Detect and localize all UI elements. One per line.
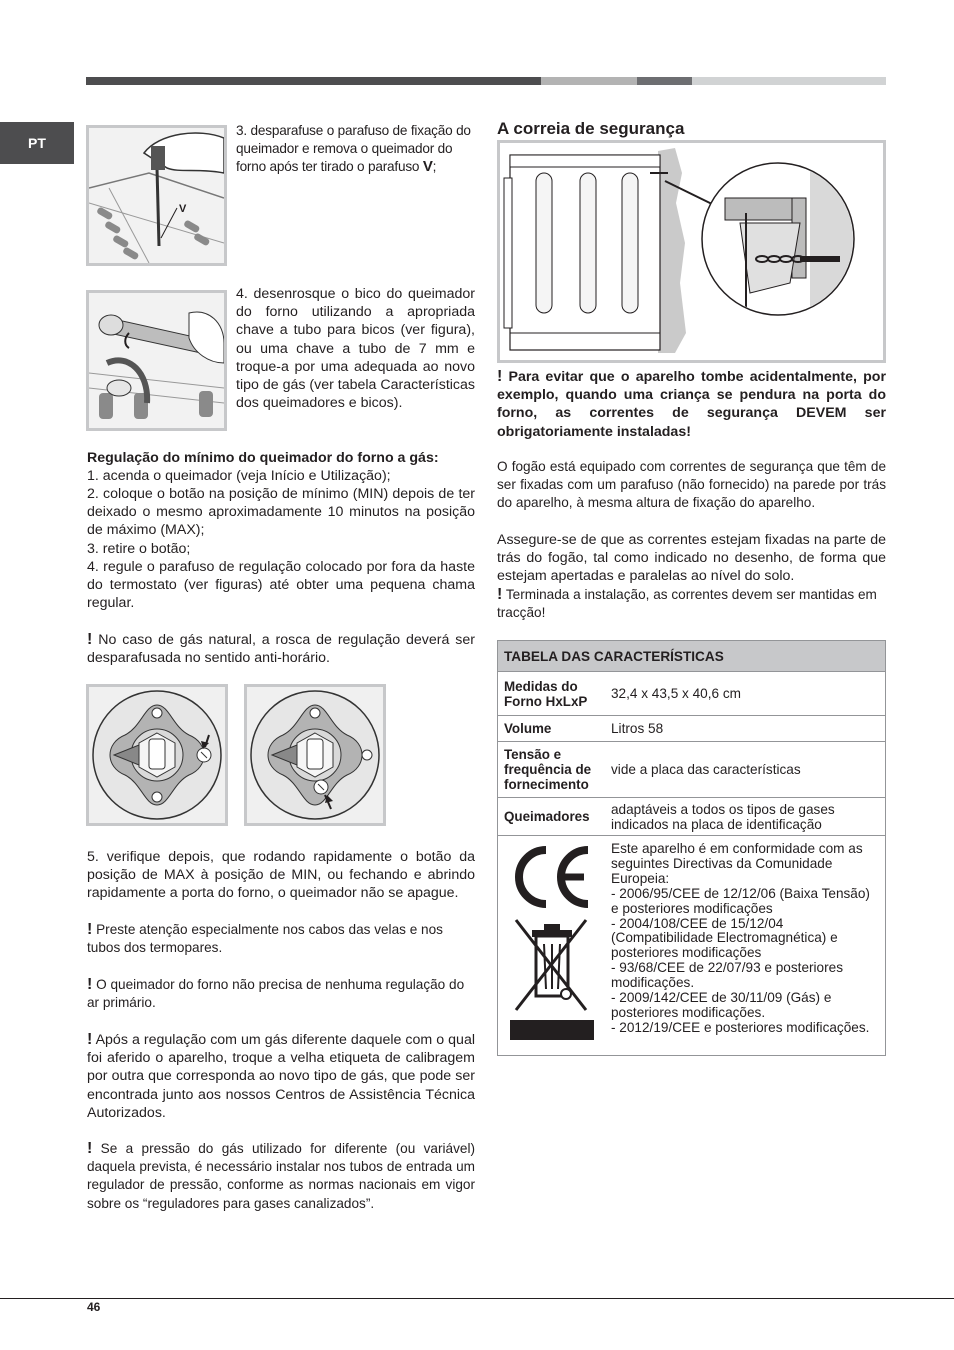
header-bar-segment-4 [692, 77, 886, 85]
thermostat-illustration-2 [247, 687, 383, 823]
warning-spark-cables: ! Preste atenção especialmente nos cabos das velas e nos tubos dos termopares. [87, 921, 443, 956]
header-color-bar [86, 77, 886, 85]
regulation-step-2: 2. coloque o botão na posição de mínimo (MIN) depois de ter deixado o mesmo aproximadamente 10 minutos na posição de máximo (MAX); [87, 486, 475, 539]
screwdriver-illustration [89, 128, 224, 263]
language-tab: PT [0, 122, 74, 164]
safety-chain-title: A correia de segurança [497, 119, 685, 138]
table-row-key: Medidas do Forno HxLxP [498, 672, 606, 716]
table-row [498, 798, 886, 836]
natural-gas-warning: ! No caso de gás natural, a rosca de regulação deverá ser desparafusada no sentido anti-horário. [87, 631, 476, 667]
table-header-row [498, 641, 886, 672]
footer-rule [0, 1298, 954, 1299]
figure-nozzle-wrench [86, 290, 227, 431]
header-bar-segment-1 [86, 77, 541, 85]
warning-gas-pressure: ! Se a pressão do gás utilizado for diferente (ou variável) daquela prevista, é necessário instalar nos tubos de entrada um regulador de pressão, conforme as normas nacionais em vigor sobre os “reguladores para gases canalizados”. [87, 1140, 475, 1211]
table-header: TABELA DAS CARACTERÍSTICAS [498, 641, 886, 672]
warning-calibration-label: ! Após a regulação com um gás diferente daquele com o qual foi aferido o aparelho, troque a velha etiqueta de calibragem por outra que corresponda ao novo tipo de gás, que pode ser encontrada junto aos nossos Centros de Assistência Técnica Autorizados. [87, 1031, 475, 1121]
figure-safety-chain [497, 140, 886, 363]
table-row-key: Volume [498, 716, 606, 742]
warning-primary-air: ! O queimador do forno não precisa de nenhuma regulação do ar primário. [87, 976, 465, 1011]
characteristics-table [497, 640, 886, 1056]
table-row [498, 742, 886, 798]
ce-mark-icon [519, 850, 588, 904]
table-row-value: vide a placa das características [605, 742, 886, 798]
figure-thermostat-knob-2 [244, 684, 386, 826]
figure-thermostat-knob-1 [86, 684, 228, 826]
header-bar-segment-2 [541, 77, 637, 85]
table-row-conformity [498, 836, 886, 1056]
safety-chain-paragraph-3: ! Terminada a instalação, as correntes devem ser mantidas em tracção! [497, 586, 877, 621]
table-row [498, 716, 886, 742]
step3-text: 3. desparafuse o parafuso de fixação do queimador e remova o queimador do forno após ter tirado o parafuso V; [236, 123, 471, 176]
regulation-step-1: 1. acenda o queimador (veja Início e Utilização); [87, 468, 391, 484]
regulation-step-4: 4. regule o parafuso de regulação colocado por fora da haste do termostato (ver figuras) até obter uma pequena chama regular. [87, 559, 475, 612]
safety-chain-bold-warning: ! Para evitar que o aparelho tombe acidentalmente, por exemplo, quando uma criança se pendura na porta do forno, as correntes de segurança DEVEM ser obrigatoriamente instaladas! [497, 368, 886, 440]
step5-text: 5. verifique depois, que rodando rapidamente o botão da posição de MAX à posição de MIN, ou fechando e abrindo rapidamente a porta do forno, o queimador não se apague. [87, 849, 475, 902]
conformity-text: Este aparelho é em conformidade com as seguintes Directivas da Comunidade Europeia: - 2006/95/CEE de 12/12/06 (Baixa Tensão) e posteriores modificações - 2004/108/CEE de 15/12/04 (Compatibilidade Electromagnética) e posteriores modificações - 93/68/CEE de 22/07/93 e posteriores modificações. - 2009/142/CEE de 30/11/09 (Gás) e posteriores modificações. - 2012/19/CEE e posteriores modificações. [605, 836, 886, 1056]
table-row-value: Litros 58 [605, 716, 886, 742]
conformity-marks-cell [498, 836, 606, 1056]
wrench-illustration [89, 293, 224, 428]
figure-burner-screw [86, 125, 227, 266]
safety-chain-paragraph-2: Assegure-se de que as correntes estejam fixadas na parte de trás do fogão, tal como indicado no desenho, de forma que estejam apertadas e paralelas ao nível do solo. [497, 532, 886, 585]
table-row-key: Queimadores [498, 798, 606, 836]
thermostat-illustration-1 [89, 687, 225, 823]
fig1-v-label: V [179, 203, 187, 215]
header-bar-segment-3 [637, 77, 692, 85]
table-row [498, 672, 886, 716]
safety-chain-illustration [500, 143, 883, 360]
regulation-title: Regulação do mínimo do queimador do forno a gás: [87, 450, 439, 466]
regulation-step-3: 3. retire o botão; [87, 541, 191, 557]
ce-weee-marks [510, 844, 594, 1044]
step4-text: 4. desenrosque o bico do queimador do forno utilizando a apropriada chave a tubo para bicos (ver figura), ou uma chave a tubo de 7 mm e troque-a por uma adequada ao novo tipo de gás (ver tabela Características dos queimadores e bicos). [236, 286, 475, 412]
page-number: 46 [87, 1300, 101, 1314]
table-row-value: 32,4 x 43,5 x 40,6 cm [605, 672, 886, 716]
weee-bin-icon [510, 920, 594, 1040]
safety-chain-paragraph-1: O fogão está equipado com correntes de segurança que têm de ser fixadas com um parafuso (não fornecido) na parede por trás do aparelho, à mesma altura de fixação do aparelho. [497, 459, 886, 511]
table-row-key: Tensão e frequência de fornecimento [498, 742, 606, 798]
table-row-value: adaptáveis a todos os tipos de gases indicados na placa de identificação [605, 798, 886, 836]
